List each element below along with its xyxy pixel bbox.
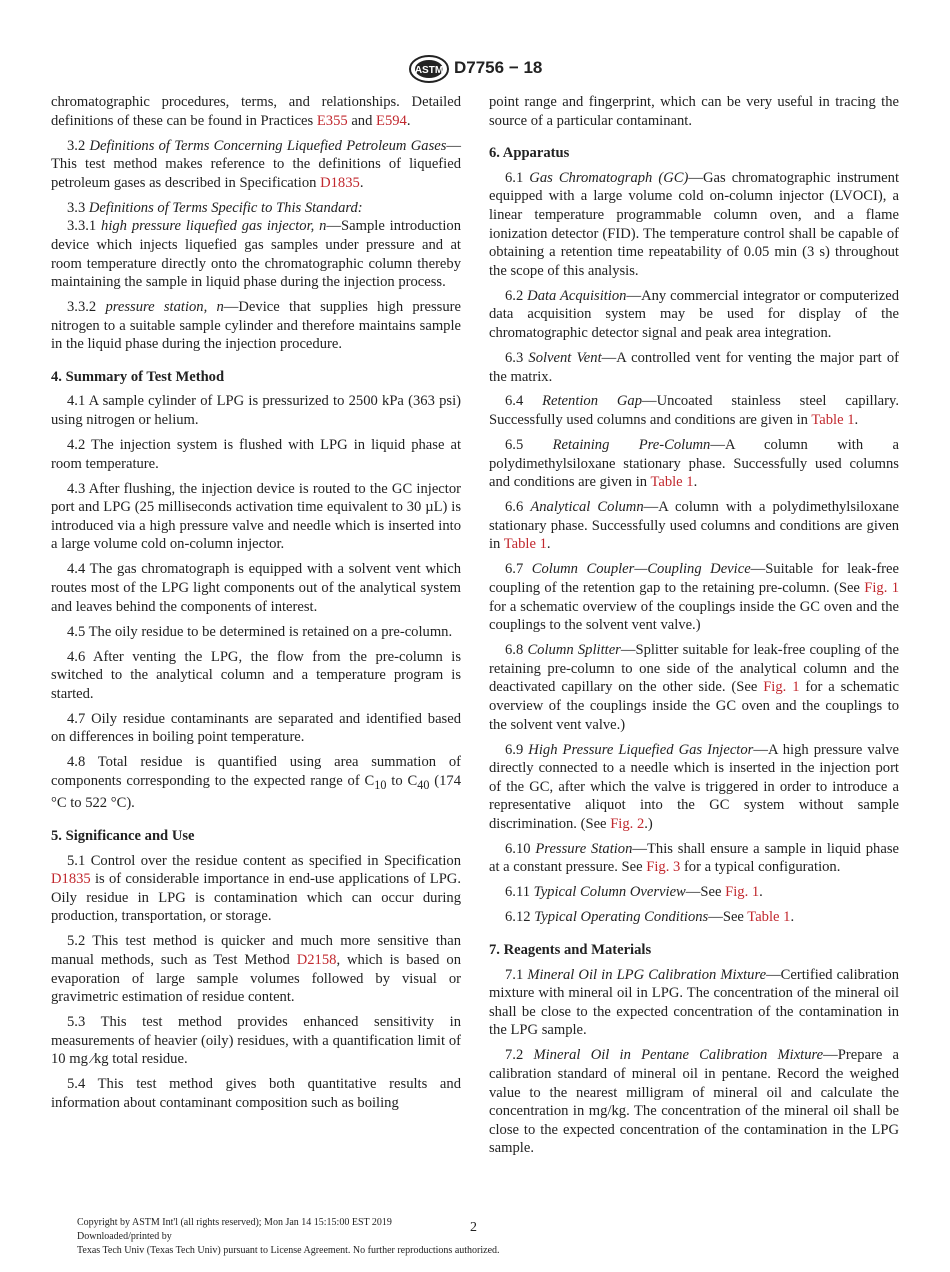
left-column: [51, 93, 461, 1119]
paragraph-5-4-cont: point range and fingerprint, which can be very useful in tracing the source of a particular contaminant.: [489, 94, 899, 129]
paragraph-6-10: 6.10 Pressure Station—This shall ensure a sample in liquid phase at a constant pressure. See Fig. 3 for a typical configuration.: [489, 840, 899, 876]
paragraph-3-2: 3.2 Definitions of Terms Concerning Liquefied Petroleum Gases—This test method makes reference to the definitions of liquefied petroleum gases as described in Specification D1835.: [51, 137, 461, 191]
paragraph-4-3: 4.3 After flushing, the injection device is routed to the GC injector port and LPG (25 milliseconds activation time equivalent to 30 µL) is introduced via a high pressure valve and needle which is inserted into a large volume cold on-column injector.: [51, 480, 461, 553]
paragraph-6-4: 6.4 Retention Gap—Uncoated stainless steel capillary. Successfully used columns and conditions are given in Table 1.: [489, 393, 899, 429]
paragraph-4-2: 4.2 The injection system is flushed with LPG in liquid phase at room temperature.: [51, 437, 461, 472]
ref-link-table-1[interactable]: Table 1: [503, 536, 547, 553]
paragraph-4-8: 4.8 Total residue is quantified using area summation of components corresponding to the expected range of $C_{10}$ to $C_{40}$ (174 °C to 522 °C).: [51, 754, 462, 812]
ref-link-fig-1[interactable]: Fig. 1: [763, 679, 800, 696]
paragraph-6-12: 6.12 Typical Operating Conditions—See Table 1.: [505, 909, 795, 926]
paragraph-6-7: 6.7 Column Coupler—Coupling Device—Suitable for leak-free coupling of the retention gap to the retaining pre-column. (See Fig. 1 for a schematic overview of the couplings inside the GC oven and the couplings to the solvent vent valve.): [489, 561, 899, 634]
section-heading-4: 4. Summary of Test Method: [51, 368, 225, 385]
ref-link-fig-1[interactable]: Fig. 1: [864, 580, 899, 596]
copyright-footer: [77, 1216, 500, 1258]
paragraph-5-3: 5.3 This test method provides enhanced sensitivity in measurements of heavier (oily) residues, with a quantification limit of 10 mg ⁄kg total residue.: [51, 1014, 461, 1068]
paragraph-6-9: 6.9 High Pressure Liquefied Gas Injector—A high pressure valve directly connected to a needle which is inserted in the injection port of the GC, after which the valve is triggered in order to introduce a representative aliquot into the GC system without sample discrimination. (See Fig. 2.): [489, 741, 900, 832]
paragraph-6-11: 6.11 Typical Column Overview—See Fig. 1.: [505, 884, 763, 901]
section-heading-6: 6. Apparatus: [489, 145, 570, 162]
paragraph-6-2: 6.2 Data Acquisition—Any commercial integrator or computerized data acquisition system may be used for display of the chromatographic detector signal and peak area integration.: [489, 287, 899, 341]
ref-link-d1835[interactable]: D1835: [320, 174, 360, 191]
paragraph-4-7: 4.7 Oily residue contaminants are separated and identified based on differences in boiling point temperature.: [51, 710, 461, 746]
paragraph-6-1: 6.1 Gas Chromatograph (GC)—Gas chromatographic instrument equipped with a large volume cold on-column injector (LVOCI), a linear temperature programmable column oven, and a flame ionization detector (FID). The temperature control shall be capable of obtaining a retention time repeatability of 0.05 min (3 s) throughout the scope of this analysis.: [489, 169, 900, 279]
paragraph-4-6: 4.6 After venting the LPG, the flow from the pre-column is switched to the analytical column and a temperature program is started.: [51, 648, 461, 702]
paragraph-3-3-2: 3.3.2 pressure station, n—Device that supplies high pressure nitrogen to a suitable sample cylinder and therefore maintains sample in the liquid phase during the injection procedure.: [51, 299, 461, 353]
paragraph-5-1: 5.1 Control over the residue content as specified in Specification D1835 is of considerable importance in end-use applications of LPG. Oily residue in LPG is contamination which can occur during production, transportation, or storage.: [51, 852, 461, 925]
ref-link-table-1[interactable]: Table 1: [650, 474, 694, 491]
ref-link-e355[interactable]: E355: [316, 112, 348, 129]
paragraph-5-2: 5.2 This test method is quicker and much more sensitive than manual methods, such as Test Method D2158, which is based on evaporation of large sample volumes followed by visual or gravimetric estimation of residue content.: [51, 933, 461, 1006]
ref-link-table-1[interactable]: Table 1: [747, 909, 791, 926]
ref-link-table-1[interactable]: Table 1: [811, 412, 855, 429]
paragraph-4-5: 4.5 The oily residue to be determined is retained on a pre-column.: [67, 623, 453, 640]
paragraph-6-8: 6.8 Column Splitter—Splitter suitable for leak-free coupling of the retaining pre-column to one side of the analytical column and the deactivated capillary on the other side. (See Fig. 1 for a schematic overview of the couplings inside the GC oven and the couplings to the solvent vent valve.): [489, 642, 899, 733]
paragraph-5-4: 5.4 This test method gives both quantitative results and information about contaminant composition such as boiling: [51, 1076, 461, 1111]
footer-line-license: Texas Tech Univ (Texas Tech Univ) pursuant to License Agreement. No further reproductions authorized.: [77, 1245, 500, 1256]
ref-link-fig-3[interactable]: Fig. 3: [646, 859, 681, 876]
paragraph-intro: chromatographic procedures, terms, and relationships. Detailed definitions of these can be found in Practices E355 and E594.: [51, 94, 461, 129]
paragraph-3-3-1: 3.3.1 high pressure liquefied gas injector, n—Sample introduction device which injects liquefied gas samples under pressure and at room temperature directly onto the chromatographic column thereby maintaining the sample in liquid phase during the injection process.: [51, 218, 461, 291]
right-column: [489, 93, 899, 1164]
paragraph-7-1: 7.1 Mineral Oil in LPG Calibration Mixture—Certified calibration mixture with mineral oil in LPG. The concentration of the mineral oil shall be close to the expected concentration of the contamination in the LPG sample.: [489, 966, 900, 1039]
paragraph-6-6: 6.6 Analytical Column—A column with a polydimethylsiloxane stationary phase. Successfully used columns and conditions are given in Table 1.: [489, 499, 899, 553]
paragraph-4-4: 4.4 The gas chromatograph is equipped with a solvent vent which routes most of the LPG light components out of the analytical system and leaves behind the components of interest.: [51, 561, 461, 615]
paragraph-3-3: 3.3 Definitions of Terms Specific to This Standard:: [67, 199, 363, 216]
footer-line-copyright: Copyright by ASTM Int'l (all rights reserved); Mon Jan 14 15:15:00 EST 2019: [77, 1217, 392, 1228]
ref-link-e594[interactable]: E594: [376, 112, 407, 129]
ref-link-fig-1[interactable]: Fig. 1: [725, 884, 760, 901]
footer-line-downloaded: Downloaded/printed by: [77, 1231, 172, 1242]
paragraph-4-1: 4.1 A sample cylinder of LPG is pressurized to 2500 kPa (363 psi) using nitrogen or helium.: [51, 393, 461, 429]
ref-link-d1835[interactable]: D1835: [51, 871, 91, 888]
paragraph-6-3: 6.3 Solvent Vent—A controlled vent for venting the major part of the matrix.: [489, 349, 900, 385]
astm-logo-icon: [408, 54, 450, 84]
section-heading-7: 7. Reagents and Materials: [489, 942, 652, 959]
section-heading-5: 5. Significance and Use: [51, 828, 195, 844]
paragraph-6-5: 6.5 Retaining Pre-Column—A column with a polydimethylsiloxane stationary phase. Successfully used columns and conditions are given in Table 1.: [489, 437, 900, 491]
document-id: D7756 − 18: [454, 58, 543, 77]
page-header: [0, 54, 950, 86]
svg-text:ASTM: ASTM: [414, 65, 444, 76]
page-number: 2: [470, 1220, 477, 1235]
ref-link-fig-2[interactable]: Fig. 2: [610, 815, 645, 832]
ref-link-d2158[interactable]: D2158: [296, 951, 337, 968]
paragraph-7-2: 7.2 Mineral Oil in Pentane Calibration Mixture—Prepare a calibration standard of mineral oil in pentane. Record the weighed value to the nearest milligram of mineral oil and calculate the concentration in mg/kg. The concentration of the mineral oil shall be close to the expected concentration of the contamination in the LPG sample.: [489, 1047, 899, 1157]
